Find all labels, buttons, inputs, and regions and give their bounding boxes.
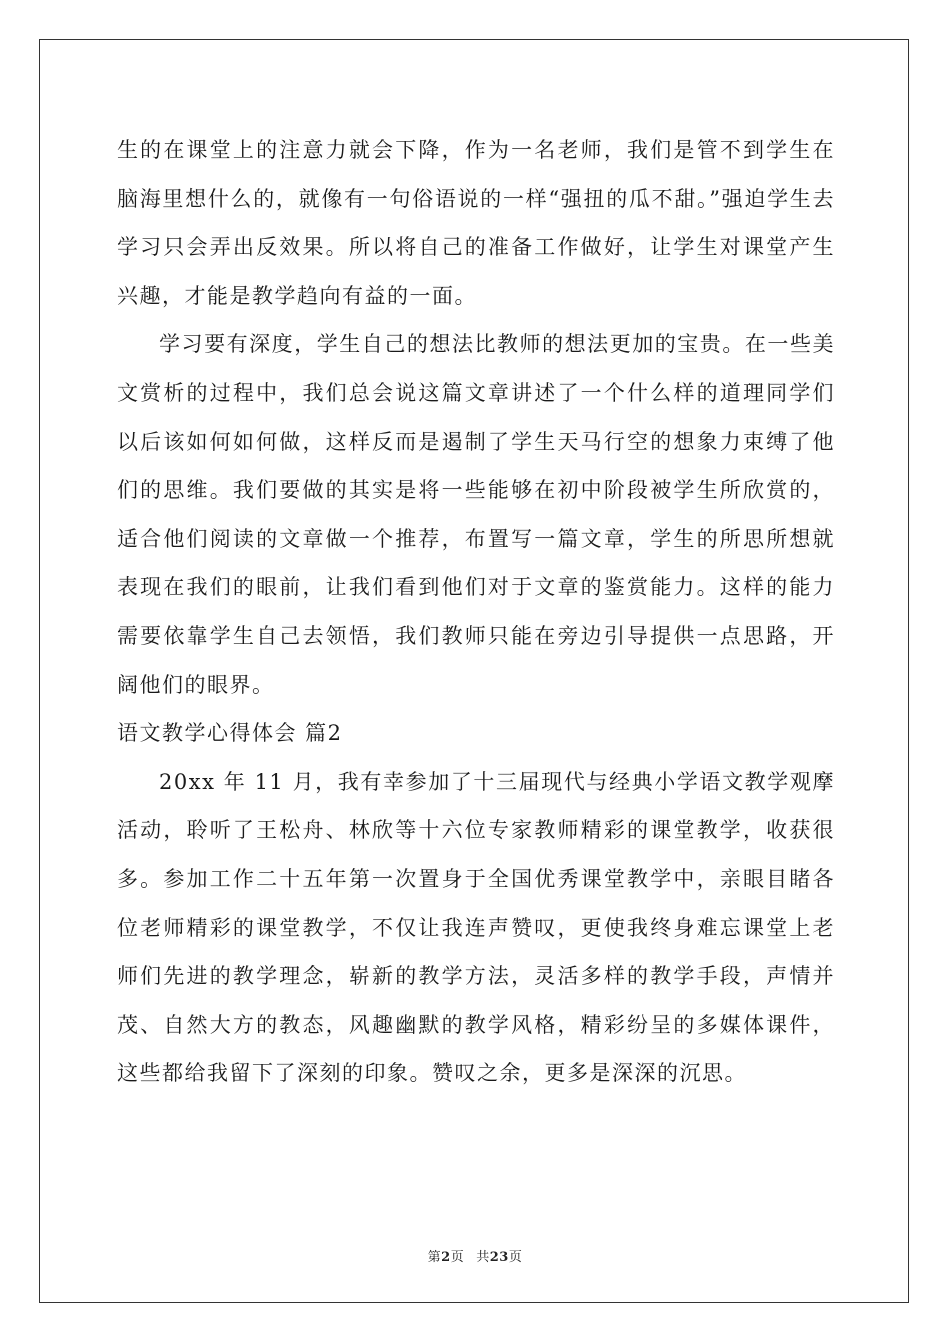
paragraph-observation-activity: 20xx 年 11 月，我有幸参加了十三届现代与经典小学语文教学观摩活动，聆听了王松舟、林欣等十六位专家教师精彩的课堂教学，收获很多。参加工作二十五年第一次置身于全国优秀课堂教学中，亲眼目睹各位老师精彩的课堂教学，不仅让我连声赞叹，更使我终身难忘课堂上老师们先进的教学理念，崭新的教学方法，灵活多样的教学手段，声情并茂、自然大方的教态，风趣幽默的教学风格，精彩纷呈的多媒体课件，这些都给我留下了深刻的印象。赞叹之余，更多是深深的沉思。 <box>117 769 835 1086</box>
page-footer <box>0 1246 950 1265</box>
page-number: 2 <box>441 1250 451 1265</box>
paragraph-continued: 生的在课堂上的注意力就会下降，作为一名老师，我们是管不到学生在脑海里想什么的，就像有一句俗语说的一样“强扭的瓜不甜。”强迫学生去学习只会弄出反效果。所以将自己的准备工作做好，让学生对课堂产生兴趣，才能是教学趋向有益的一面。 <box>117 138 835 308</box>
total-pages: 23 <box>489 1250 509 1265</box>
document-body <box>117 126 835 1098</box>
total-suffix: 页 <box>508 1250 523 1265</box>
paragraph-depth-of-learning: 学习要有深度，学生自己的想法比教师的想法更加的宝贵。在一些美文赏析的过程中，我们总会说这篇文章讲述了一个什么样的道理同学们以后该如何如何做，这样反而是遏制了学生天马行空的想象力束缚了他们的思维。我们要做的其实是将一些能够在初中阶段被学生所欣赏的，适合他们阅读的文章做一个推荐，布置写一篇文章，学生的所思所想就表现在我们的眼前，让我们看到他们对于文章的鉴赏能力。这样的能力需要依靠学生自己去领悟，我们教师只能在旁边引导提供一点思路，开阔他们的眼界。 <box>117 332 835 697</box>
total-prefix: 共 <box>476 1250 490 1265</box>
page-suffix: 页 <box>450 1250 465 1265</box>
section-heading: 语文教学心得体会 篇2 <box>117 721 343 746</box>
page-prefix: 第 <box>427 1250 442 1265</box>
